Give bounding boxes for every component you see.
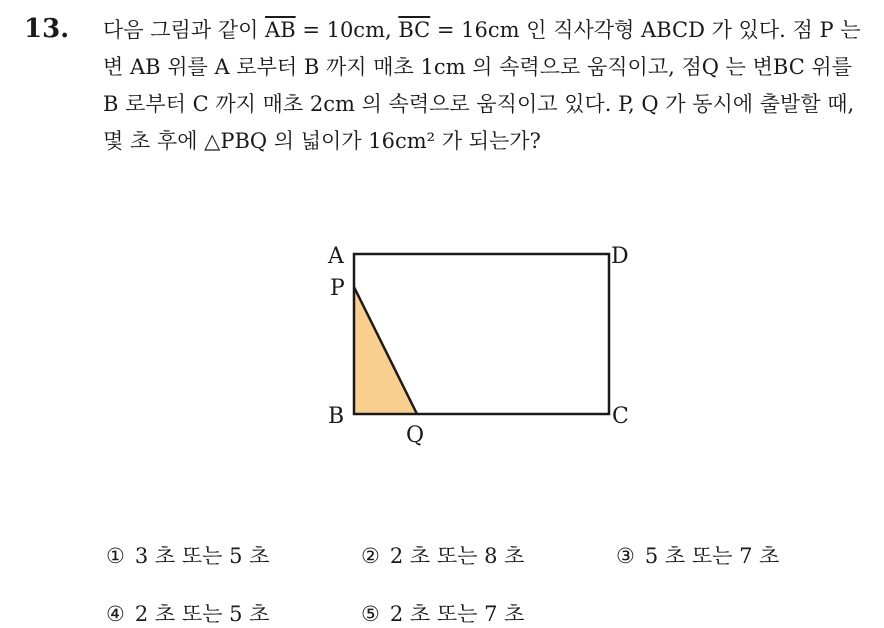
- choice-5-number: ⑤: [361, 602, 380, 626]
- choice-3[interactable]: [616, 540, 779, 570]
- label-a: A: [328, 244, 344, 269]
- choice-1-text: 3 초 또는 5 초: [134, 544, 270, 568]
- label-b: B: [328, 404, 345, 429]
- choice-4-text: 2 초 또는 5 초: [134, 602, 270, 626]
- choice-2[interactable]: [361, 540, 524, 570]
- choice-5[interactable]: [361, 598, 524, 628]
- label-d: D: [611, 244, 629, 269]
- choice-1-number: ①: [106, 544, 125, 568]
- choice-3-text: 5 초 또는 7 초: [644, 544, 780, 568]
- figure-svg: [320, 232, 640, 462]
- label-p: P: [330, 276, 345, 301]
- question-text: [103, 12, 865, 160]
- choice-1[interactable]: [106, 540, 269, 570]
- choice-4-number: ④: [106, 602, 125, 626]
- question-number: 13.: [24, 14, 70, 44]
- question-text-part-1: 다음 그림과 같이: [103, 18, 266, 42]
- segment-ab: $\overline{AB}$: [265, 18, 296, 42]
- choice-5-text: 2 초 또는 7 초: [389, 602, 525, 626]
- choice-4[interactable]: [106, 598, 269, 628]
- segment-bc: $\overline{BC}$: [398, 18, 431, 42]
- rectangle-figure: [320, 232, 640, 462]
- label-c: C: [612, 404, 629, 429]
- question-text-part-2: = 10cm,: [295, 18, 399, 42]
- question-text-part-3: = 16cm 인 직사각형 ABCD 가 있다. 점 P 는 변 AB 위를 A 로부터 B 까지 매초 1cm 의 속력으로 움직이고, 점Q 는 변BC 위를 B 로부터 C 까지 매초 2cm 의 속력으로 움직이고 있다. P, Q 가 동시에 출발할 때, 몇 초 후에 △PBQ 의 넓이가 16cm² 가 되는가?: [103, 18, 861, 153]
- choice-2-text: 2 초 또는 8 초: [389, 544, 525, 568]
- choice-3-number: ③: [616, 544, 635, 568]
- label-q: Q: [406, 423, 425, 448]
- choice-2-number: ②: [361, 544, 380, 568]
